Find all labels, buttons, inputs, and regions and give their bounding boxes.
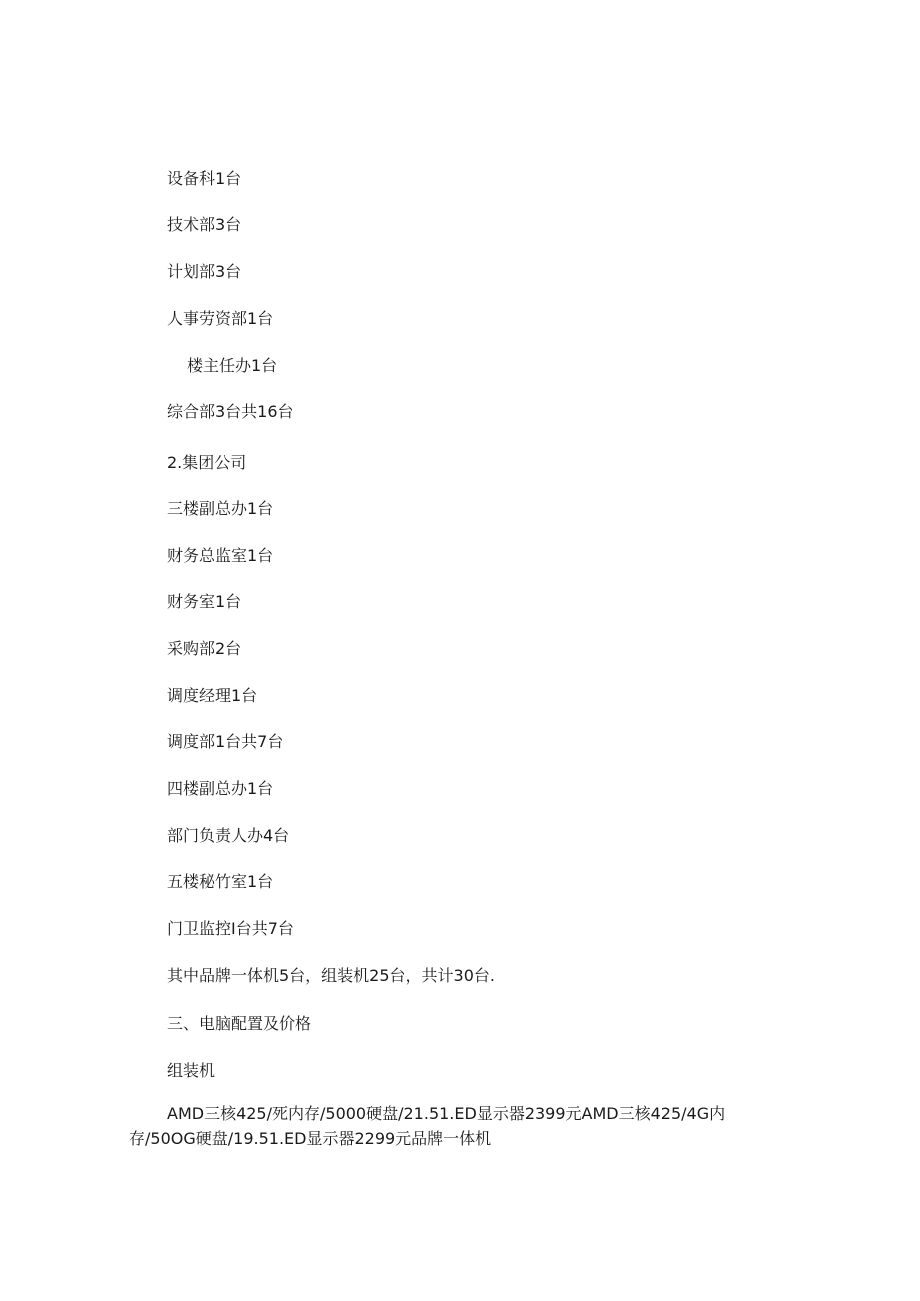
text-line: 财务总监室1台	[167, 546, 274, 565]
section-heading: 三、电脑配置及价格	[167, 1014, 312, 1033]
text-line: 技术部3台	[167, 215, 242, 234]
section-heading: 2.集团公司	[167, 453, 247, 472]
text-line: 财务室1台	[167, 592, 242, 611]
text-line: 五楼秘竹室1台	[167, 872, 274, 891]
text-line: 楼主任办1台	[187, 356, 278, 375]
text-line: 综合部3台共16台	[167, 402, 294, 421]
config-paragraph: AMD三核425/死内存/5000硬盘/21.51.ED显示器2399元AMD三核425/4G内存/50OG硬盘/19.51.ED显示器2299元品牌一体机	[129, 1104, 726, 1148]
text-line: 三楼副总办1台	[167, 499, 274, 518]
text-line: 采购部2台	[167, 639, 242, 658]
subsection-heading: 组装机	[167, 1061, 216, 1080]
text-line: 人事劳资部1台	[167, 309, 274, 328]
text-line: 门卫监控I台共7台	[167, 919, 294, 938]
summary-line: 其中品牌一体机5台，组装机25台，共计30台.	[167, 966, 495, 985]
text-line: 四楼副总办1台	[167, 779, 274, 798]
text-line: 部门负责人办4台	[167, 826, 290, 845]
text-line: 计划部3台	[167, 262, 242, 281]
text-line: 调度经理1台	[167, 686, 258, 705]
text-line: 调度部1台共7台	[167, 732, 284, 751]
text-line: 设备科1台	[167, 169, 242, 188]
